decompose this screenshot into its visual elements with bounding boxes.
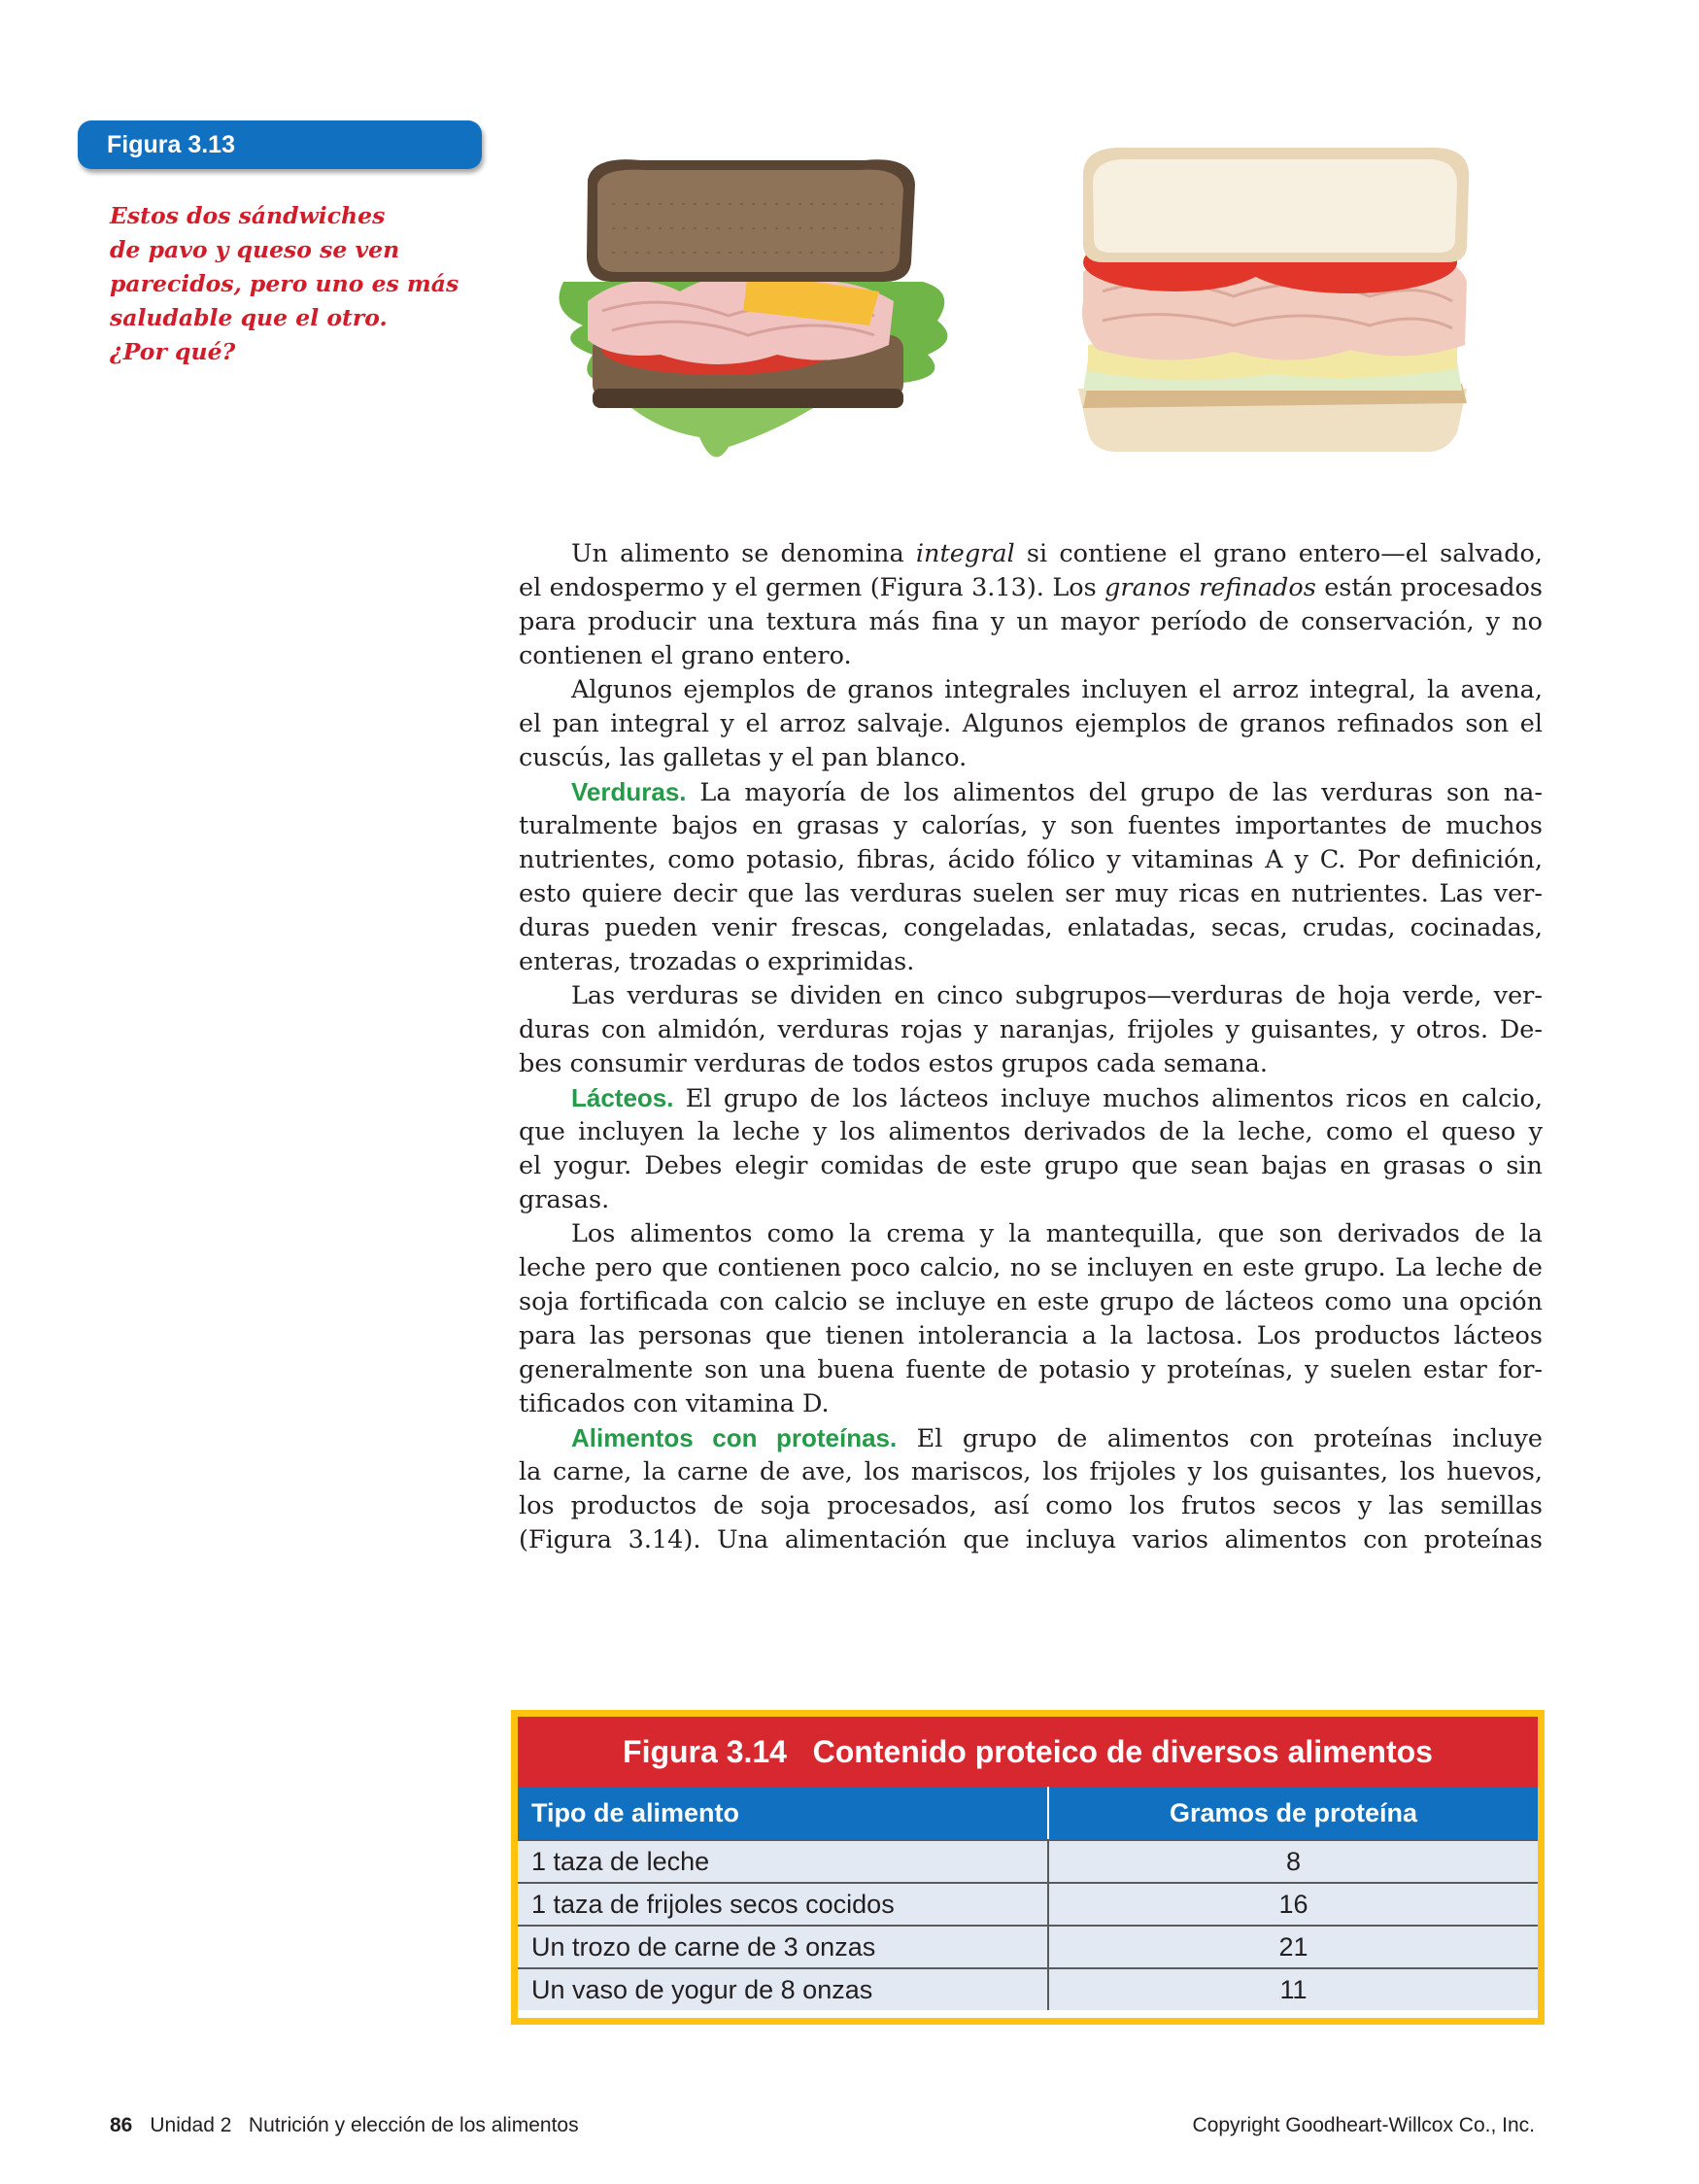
table-row [518, 1967, 1538, 2010]
heading-proteinas: Alimentos con proteínas. [571, 1423, 898, 1452]
cell-grams: 16 [1278, 1890, 1308, 1919]
text-line: soja fortificada con calcio se incluye en este grupo de lácteos como una opción [519, 1287, 1543, 1316]
caption-line: ¿Por qué? [110, 338, 236, 365]
text-line [519, 1421, 1543, 1455]
text-line: cuscús, las galletas y el pan blanco. [519, 743, 968, 772]
text-line: duras pueden venir frescas, congeladas, enlatadas, secas, crudas, cocinadas, [519, 913, 1543, 942]
whole-wheat-sandwich-image [544, 146, 962, 476]
section-verduras [519, 775, 1543, 1081]
text-line: generalmente son una buena fuente de potasio y proteínas, y suelen estar for- [519, 1355, 1543, 1384]
figure-label-tab: Figura 3.13 [78, 120, 482, 169]
text-line: turalmente bajos en grasas y calorías, y son fuentes importantes de muchos [519, 811, 1543, 840]
column-header-food: Tipo de alimento [531, 1798, 740, 1827]
page-footer [110, 2113, 579, 2138]
text-line: los productos de soja procesados, así como los frutos secos y las semillas [519, 1491, 1543, 1520]
body-text [519, 537, 1543, 1557]
heading-verduras: Verduras. [571, 777, 687, 806]
text-line: tificados con vitamina D. [519, 1389, 830, 1418]
page-number: 86 [110, 2114, 133, 2136]
cell-food: 1 taza de leche [531, 1847, 710, 1876]
text-line: Los alimentos como la crema y la mantequilla, que son derivados de la [571, 1219, 1543, 1248]
section-proteinas [519, 1421, 1543, 1557]
text-line: para las personas que tienen intolerancia a la lactosa. Los productos lácteos [519, 1321, 1543, 1350]
text-line: nutrientes, como potasio, fibras, ácido fólico y vitaminas A y C. Por definición, [519, 845, 1543, 874]
text-line: (Figura 3.14). Una alimentación que incluya varios alimentos con proteínas [519, 1525, 1543, 1554]
text-line: el yogur. Debes elegir comidas de este grupo que sean bajas en grasas o sin [519, 1151, 1543, 1180]
caption-line: parecidos, pero uno es más [110, 270, 459, 297]
caption-line: de pavo y queso se ven [110, 236, 400, 263]
text-line: Un alimento se denomina integral si contiene el grano entero—el salvado, [571, 539, 1543, 568]
table-title: Figura 3.14 Contenido proteico de diversos alimentos [518, 1717, 1538, 1787]
section-lacteos [519, 1081, 1543, 1421]
text-line: que incluyen la leche y los alimentos derivados de la leche, como el queso y [519, 1117, 1543, 1146]
text-line: para producir una textura más fina y un mayor período de conservación, y no [519, 607, 1543, 636]
text-line: bes consumir verduras de todos estos grupos cada semana. [519, 1049, 1268, 1078]
cell-food: Un trozo de carne de 3 onzas [531, 1932, 876, 1962]
cell-food: 1 taza de frijoles secos cocidos [531, 1890, 895, 1919]
table-row [518, 1925, 1538, 1967]
unit-title: Unidad 2 Nutrición y elección de los alimentos [150, 2114, 579, 2136]
text-line: contienen el grano entero. [519, 641, 852, 670]
text-line: grasas. [519, 1185, 610, 1214]
text-line [519, 1081, 1543, 1115]
text-line: Las verduras se dividen en cinco subgrupos—verduras de hoja verde, ver- [571, 981, 1543, 1010]
text-run: El grupo de los lácteos incluye muchos alimentos ricos en calcio, [673, 1084, 1543, 1113]
protein-table [511, 1710, 1545, 2025]
caption-line: Estos dos sándwiches [110, 202, 386, 229]
text-line: enteras, trozadas o exprimidas. [519, 947, 915, 976]
text-line: duras con almidón, verduras rojas y naranjas, frijoles y guisantes, y otros. De- [519, 1015, 1543, 1044]
paragraph-ejemplos-granos [519, 673, 1543, 775]
text-line: el pan integral y el arroz salvaje. Algunos ejemplos de granos refinados son el [519, 709, 1543, 738]
text-line: la carne, la carne de ave, los mariscos, los frijoles y los guisantes, los huevos, [519, 1457, 1543, 1486]
text-line [519, 775, 1543, 809]
paragraph-integral [519, 537, 1543, 673]
caption-line: saludable que el otro. [110, 304, 388, 331]
heading-lacteos: Lácteos. [571, 1083, 674, 1112]
table-row [518, 1839, 1538, 1882]
text-run: La mayoría de los alimentos del grupo de las verduras son na- [686, 778, 1543, 807]
cell-food: Un vaso de yogur de 8 onzas [531, 1975, 873, 2004]
cell-grams: 21 [1278, 1932, 1308, 1962]
column-header-grams: Gramos de proteína [1169, 1798, 1418, 1827]
term-integral: integral [915, 539, 1015, 568]
copyright-notice: Copyright Goodheart-Willcox Co., Inc. [1192, 2114, 1535, 2136]
table-row [518, 1882, 1538, 1925]
text-line: el endospermo y el germen (Figura 3.13). Los granos refinados están procesados [519, 573, 1543, 602]
table-header [518, 1787, 1538, 1839]
text-run: El grupo de alimentos con proteínas incluye [897, 1424, 1543, 1453]
cell-grams: 8 [1285, 1847, 1302, 1876]
term-granos-refinados: granos refinados [1104, 573, 1316, 602]
white-bread-sandwich-image [1059, 136, 1486, 466]
text-line: leche pero que contienen poco calcio, no se incluyen en este grupo. La leche de [519, 1253, 1543, 1282]
text-line: Algunos ejemplos de granos integrales incluyen el arroz integral, la avena, [571, 675, 1543, 704]
figure-caption [110, 199, 459, 369]
text-line: esto quiere decir que las verduras suelen ser muy ricas en nutrientes. Las ver- [519, 879, 1543, 908]
cell-grams: 11 [1279, 1975, 1308, 2004]
